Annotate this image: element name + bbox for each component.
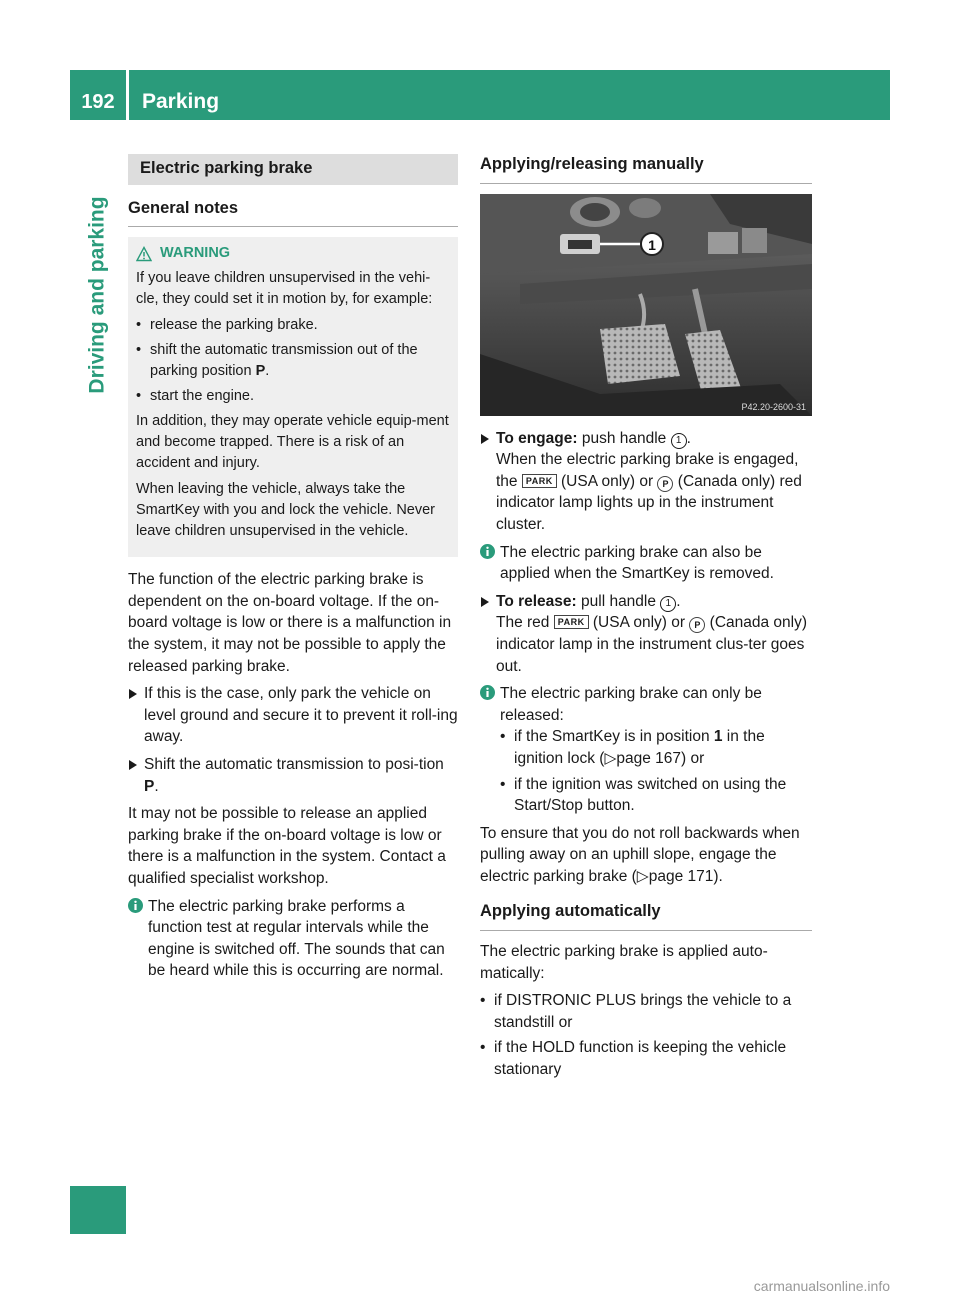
warning-bullet: • start the engine.: [136, 386, 450, 407]
info-note: The electric parking brake can only be released: • if the SmartKey is in position 1 in the ignition lock (▷page 167) or • if the ignition was switched on using the Start/Stop button.: [480, 683, 812, 817]
body-paragraph: It may not be possible to release an applied parking brake if the on-board voltage is low or there is a malfunction in the system. Contact a qualified specialist workshop.: [128, 805, 446, 887]
section-title: Electric parking brake: [128, 154, 458, 185]
warning-box: [128, 237, 458, 557]
park-lamp-icon: PARK: [554, 615, 589, 629]
warning-para: In addition, they may operate vehicle equip-ment and become trapped. There is a risk of an accident and injury.: [136, 413, 449, 472]
left-column: [128, 150, 458, 988]
warning-title: WARNING: [136, 243, 450, 264]
step-arrow-icon: [481, 434, 489, 444]
body-paragraph: The electric parking brake is applied auto-matically:: [480, 943, 768, 982]
warning-para: When leaving the vehicle, always take the SmartKey with you and lock the vehicle. Never leave children unsupervised in the vehicle.: [136, 481, 435, 540]
info-icon: [480, 544, 495, 559]
step-arrow-icon: [129, 760, 137, 770]
info-icon: [128, 898, 143, 913]
image-code: P42.20-2600-31: [741, 401, 806, 412]
warning-triangle-icon: [136, 246, 152, 262]
page-ref-arrow-icon: ▷: [604, 749, 617, 767]
svg-text:1: 1: [648, 236, 656, 253]
list-item: • if the HOLD function is keeping the vehicle stationary: [480, 1037, 812, 1080]
info-note: The electric parking brake can also be applied when the SmartKey is removed.: [480, 542, 812, 585]
parking-brake-lamp-icon: P: [657, 476, 673, 492]
page-ref-arrow-icon: ▷: [636, 867, 649, 885]
instruction-step-engage: To engage: push handle 1 . When the electric parking brake is engaged, the PARK (USA only) or P (Canada only) red indicator lamp lights up in the instrument cluster.: [480, 428, 812, 536]
subheading-automatic: Applying automatically: [480, 901, 812, 931]
right-column: [480, 150, 812, 1085]
warning-intro: If you leave children unsupervised in the vehi-cle, they could set it in motion by, for example:: [136, 270, 433, 308]
parking-brake-lamp-icon: P: [689, 617, 705, 633]
info-icon: [480, 685, 495, 700]
instruction-step-release: To release: pull handle 1 . The red PARK (USA only) or P (Canada only) indicator lamp in the instrument clus-ter goes out.: [480, 591, 812, 677]
step-arrow-icon: [481, 597, 489, 607]
header-title: Parking: [142, 90, 220, 113]
body-paragraph: The function of the electric parking brake is dependent on the on-board voltage. If the on-board voltage is low or there is a malfunction in the system, it may not be possible to apply the released parking brake.: [128, 571, 452, 675]
list-item: • if DISTRONIC PLUS brings the vehicle to a standstill or: [480, 990, 812, 1033]
header-divider: [126, 70, 129, 120]
step-arrow-icon: [129, 689, 137, 699]
subheading-general-notes: General notes: [128, 198, 458, 228]
instruction-step: Shift the automatic transmission to posi-tion P.: [128, 754, 458, 797]
subheading-manual: Applying/releasing manually: [480, 154, 812, 184]
info-bullet: • if the ignition was switched on using the Start/Stop button.: [500, 774, 812, 817]
body-paragraph: To ensure that you do not roll backwards when pulling away on an uphill slope, engage the electric parking brake (▷page 171).: [480, 824, 800, 885]
side-tab-label: Driving and parking: [86, 196, 110, 394]
info-bullet: • if the SmartKey is in position 1 in the ignition lock (▷page 167) or: [500, 726, 812, 769]
page-number: 192: [81, 91, 115, 113]
footer-watermark: carmanualsonline.info: [753, 1278, 890, 1294]
instruction-step: If this is the case, only park the vehicle on level ground and secure it to prevent it roll-ing away.: [128, 683, 458, 748]
info-note: The electric parking brake performs a function test at regular intervals while the engine is switched off. The sounds that can be heard while this is occurring are normal.: [128, 896, 458, 982]
side-tab-marker: [70, 1186, 126, 1234]
park-lamp-icon: PARK: [522, 474, 557, 488]
callout-1-icon: 1: [660, 596, 676, 612]
footwell-photo: [480, 194, 812, 416]
warning-bullet: • release the parking brake.: [136, 315, 450, 336]
warning-bullet: • shift the automatic transmission out of the parking position P.: [136, 340, 450, 382]
callout-1-icon: 1: [671, 433, 687, 449]
